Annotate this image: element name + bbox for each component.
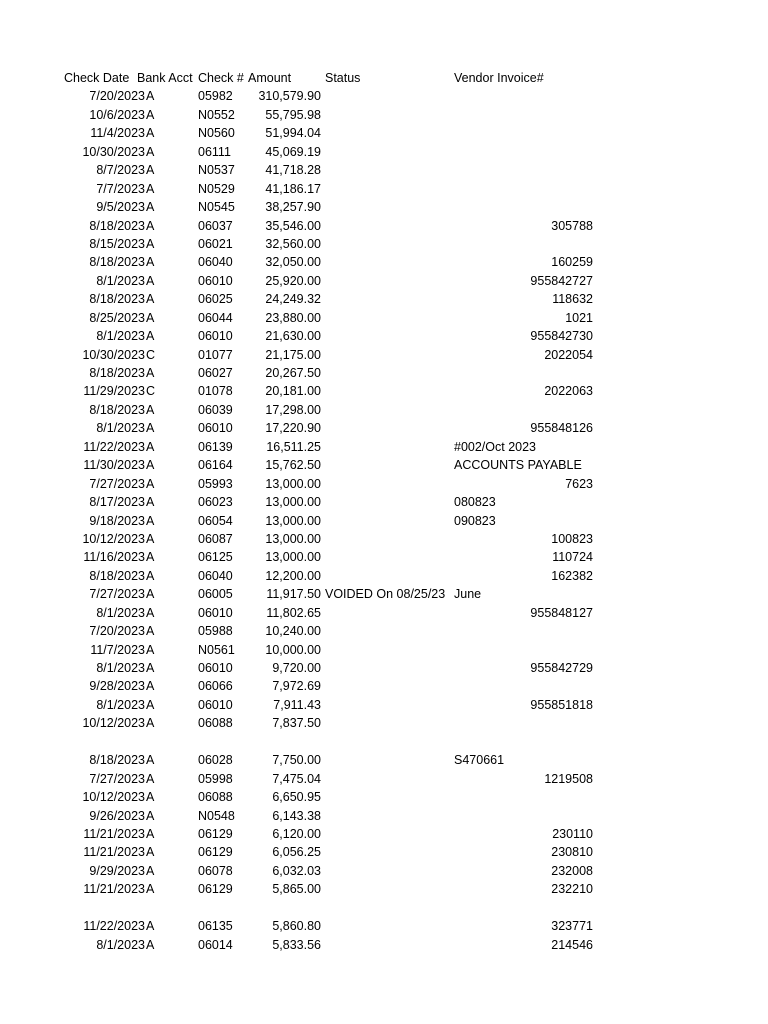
check-register-sheet — [0, 69, 768, 954]
check-date-cell: 11/16/2023 — [83, 550, 145, 565]
bank-acct-cell: A — [146, 919, 155, 934]
table-row — [0, 272, 768, 290]
amount-cell: 6,056.25 — [272, 845, 321, 860]
bank-acct-cell: A — [146, 661, 155, 675]
check-date-cell: 11/7/2023 — [90, 642, 145, 657]
table-row — [0, 438, 768, 456]
amount-cell: 16,511.25 — [266, 439, 321, 454]
amount-cell: 24,249.32 — [265, 292, 321, 307]
table-row — [0, 493, 768, 511]
table-body — [0, 87, 768, 954]
table-row — [0, 161, 768, 179]
bank-acct-cell: A — [146, 624, 155, 639]
amount-cell: 7,475.04 — [272, 771, 321, 786]
table-row — [0, 512, 768, 530]
table-row — [0, 751, 768, 769]
vendor-invoice-cell: 305788 — [551, 218, 593, 233]
check-date-cell: 11/4/2023 — [90, 126, 145, 141]
check-number-cell: 06010 — [198, 605, 233, 620]
check-date-cell: 10/12/2023 — [82, 790, 145, 805]
bank-acct-cell: A — [146, 587, 155, 602]
check-date-cell: 9/29/2023 — [89, 863, 145, 878]
bank-acct-cell: A — [146, 845, 155, 860]
table-row — [0, 659, 768, 677]
check-number-cell: 06039 — [198, 402, 233, 417]
bank-acct-cell: A — [146, 826, 155, 841]
bank-acct-cell: A — [146, 513, 155, 528]
table-row — [0, 622, 768, 640]
check-number-cell: 06129 — [198, 826, 233, 841]
check-number-cell: 06111 — [198, 144, 231, 159]
table-row — [0, 180, 768, 198]
amount-cell: 23,880.00 — [265, 310, 321, 325]
check-number-cell: N0560 — [198, 126, 235, 141]
table-row — [0, 382, 768, 400]
check-number-cell: 06040 — [198, 568, 233, 583]
check-number-cell: 06129 — [198, 882, 233, 897]
vendor-invoice-cell: 955842730 — [530, 329, 593, 344]
table-row — [0, 235, 768, 253]
check-number-cell: 06010 — [198, 329, 233, 344]
check-date-cell: 9/26/2023 — [89, 808, 145, 823]
check-number-cell: N0529 — [198, 181, 235, 196]
check-date-cell: 8/17/2023 — [89, 495, 145, 510]
check-number-cell: 05982 — [198, 89, 233, 104]
amount-cell: 310,579.90 — [258, 89, 321, 104]
amount-cell: 6,032.03 — [272, 863, 321, 878]
bank-acct-cell: C — [146, 384, 156, 399]
check-date-cell: 10/12/2023 — [82, 531, 145, 546]
table-row — [0, 124, 768, 142]
vendor-invoice-cell: 118632 — [552, 292, 593, 307]
amount-cell: 5,865.00 — [272, 882, 321, 897]
vendor-invoice-cell: 232008 — [551, 863, 593, 878]
check-number-cell: 06139 — [198, 439, 233, 454]
check-date-cell: 7/27/2023 — [89, 771, 145, 786]
bank-acct-cell: A — [146, 863, 155, 878]
bank-acct-cell: A — [146, 329, 155, 344]
blank-row — [0, 733, 768, 751]
bank-acct-cell: A — [146, 421, 155, 436]
vendor-invoice-cell: ACCOUNTS PAYABLE — [454, 458, 582, 473]
bank-acct-cell: A — [146, 550, 155, 565]
check-date-cell: 8/18/2023 — [89, 292, 145, 307]
check-date-cell: 11/21/2023 — [83, 826, 145, 841]
amount-cell: 35,546.00 — [265, 218, 321, 233]
table-row — [0, 843, 768, 861]
status-cell: VOIDED On 08/25/23 — [325, 587, 446, 602]
table-row — [0, 585, 768, 603]
amount-cell: 21,630.00 — [265, 329, 321, 344]
amount-cell: 41,186.17 — [265, 181, 321, 196]
check-date-cell: 11/29/2023 — [83, 384, 145, 399]
bank-acct-cell: A — [146, 808, 155, 823]
check-number-cell: N0545 — [198, 200, 235, 215]
amount-cell: 20,267.50 — [265, 366, 321, 380]
vendor-invoice-cell: S470661 — [454, 753, 505, 768]
check-number-cell: 06066 — [198, 679, 233, 694]
vendor-invoice-cell: 955848127 — [530, 605, 593, 620]
bank-acct-cell: A — [146, 882, 155, 897]
check-number-cell: 05988 — [198, 624, 233, 639]
bank-acct-cell: A — [146, 163, 155, 178]
amount-cell: 6,120.00 — [272, 826, 321, 841]
amount-cell: 5,860.80 — [272, 919, 321, 934]
bank-acct-cell: A — [146, 255, 155, 270]
check-number-cell: 06010 — [198, 697, 233, 712]
table-row — [0, 530, 768, 548]
check-date-cell: 7/27/2023 — [89, 587, 145, 602]
table-row — [0, 106, 768, 124]
vendor-invoice-cell: 955848126 — [530, 421, 593, 436]
table-row — [0, 862, 768, 880]
check-number-cell: 06027 — [198, 366, 233, 380]
check-date-cell: 8/1/2023 — [96, 661, 145, 675]
table-row — [0, 714, 768, 732]
check-number-cell: 06040 — [198, 255, 233, 270]
table-row — [0, 604, 768, 622]
vendor-invoice-cell: 090823 — [454, 513, 496, 528]
amount-cell: 20,181.00 — [265, 384, 321, 399]
bank-acct-cell: A — [146, 200, 155, 215]
check-date-cell: 11/21/2023 — [83, 845, 145, 860]
check-date-cell: 7/20/2023 — [89, 624, 145, 639]
table-row — [0, 346, 768, 364]
bank-acct-cell: C — [146, 347, 156, 362]
table-row — [0, 770, 768, 788]
header-check-number: Check # — [198, 71, 244, 85]
bank-acct-cell: A — [146, 292, 155, 307]
amount-cell: 7,972.69 — [272, 679, 321, 694]
vendor-invoice-cell: 2022063 — [544, 384, 593, 399]
bank-acct-cell: A — [146, 181, 155, 196]
check-date-cell: 8/18/2023 — [89, 255, 145, 270]
check-date-cell: 11/22/2023 — [83, 919, 145, 934]
check-date-cell: 10/6/2023 — [89, 107, 145, 122]
bank-acct-cell: A — [146, 716, 155, 731]
check-number-cell: 06005 — [198, 587, 233, 602]
check-number-cell: 06028 — [198, 753, 233, 768]
check-date-cell: 11/22/2023 — [83, 439, 145, 454]
amount-cell: 55,795.98 — [265, 107, 321, 122]
table-row — [0, 456, 768, 474]
check-date-cell: 8/1/2023 — [96, 273, 145, 288]
table-row — [0, 253, 768, 271]
check-number-cell: 06037 — [198, 218, 233, 233]
vendor-invoice-cell: 230110 — [552, 826, 593, 841]
check-date-cell: 8/18/2023 — [89, 753, 145, 768]
amount-cell: 51,994.04 — [265, 126, 321, 141]
check-number-cell: 06088 — [198, 716, 233, 731]
check-date-cell: 7/20/2023 — [89, 89, 145, 104]
check-date-cell: 7/27/2023 — [89, 476, 145, 491]
check-number-cell: N0552 — [198, 107, 235, 122]
check-number-cell: 06054 — [198, 513, 233, 528]
bank-acct-cell: A — [146, 697, 155, 712]
check-number-cell: 06014 — [198, 937, 233, 952]
header-vendor-invoice: Vendor Invoice# — [454, 71, 544, 85]
vendor-invoice-cell: 323771 — [551, 919, 593, 934]
vendor-invoice-cell: 214546 — [551, 937, 593, 952]
amount-cell: 13,000.00 — [265, 495, 321, 510]
amount-cell: 32,050.00 — [265, 255, 321, 270]
check-date-cell: 9/5/2023 — [96, 200, 145, 215]
vendor-invoice-cell: 230810 — [551, 845, 593, 860]
check-date-cell: 11/21/2023 — [83, 882, 145, 897]
vendor-invoice-cell: 110724 — [552, 550, 593, 565]
check-number-cell: N0561 — [198, 642, 235, 657]
check-date-cell: 8/18/2023 — [89, 218, 145, 233]
check-number-cell: 06010 — [198, 661, 233, 675]
bank-acct-cell: A — [146, 771, 155, 786]
table-row — [0, 143, 768, 161]
bank-acct-cell: A — [146, 495, 155, 510]
table-row — [0, 217, 768, 235]
check-number-cell: 06010 — [198, 421, 233, 436]
amount-cell: 6,143.38 — [272, 808, 321, 823]
check-number-cell: 06021 — [198, 236, 233, 251]
table-row — [0, 309, 768, 327]
table-row — [0, 567, 768, 585]
blank-row — [0, 899, 768, 917]
table-row — [0, 401, 768, 419]
table-row — [0, 677, 768, 695]
header-amount: Amount — [248, 71, 292, 85]
amount-cell: 9,720.00 — [272, 661, 321, 675]
amount-cell: 13,000.00 — [265, 531, 321, 546]
amount-cell: 17,220.90 — [265, 421, 321, 436]
check-number-cell: 06088 — [198, 790, 233, 805]
amount-cell: 7,911.43 — [273, 697, 321, 712]
bank-acct-cell: A — [146, 126, 155, 141]
vendor-invoice-cell: #002/Oct 2023 — [454, 439, 537, 454]
table-row — [0, 327, 768, 345]
amount-cell: 10,240.00 — [265, 624, 321, 639]
vendor-invoice-cell: 160259 — [551, 255, 593, 270]
check-date-cell: 8/1/2023 — [96, 605, 145, 620]
check-date-cell: 8/18/2023 — [89, 366, 145, 380]
check-date-cell: 8/1/2023 — [96, 421, 145, 436]
vendor-invoice-cell: 1219508 — [544, 771, 593, 786]
bank-acct-cell: A — [146, 937, 155, 952]
table-row — [0, 198, 768, 216]
table-row — [0, 419, 768, 437]
check-number-cell: 06135 — [198, 919, 233, 934]
vendor-invoice-cell: June — [454, 587, 482, 602]
check-number-cell: 05993 — [198, 476, 233, 491]
bank-acct-cell: A — [146, 476, 155, 491]
amount-cell: 10,000.00 — [265, 642, 321, 657]
vendor-invoice-cell: 080823 — [454, 495, 496, 510]
check-date-cell: 8/18/2023 — [89, 402, 145, 417]
bank-acct-cell: A — [146, 236, 155, 251]
bank-acct-cell: A — [146, 273, 155, 288]
check-number-cell: 06023 — [198, 495, 233, 510]
amount-cell: 7,750.00 — [272, 753, 321, 768]
bank-acct-cell: A — [146, 753, 155, 768]
bank-acct-cell: A — [146, 402, 155, 417]
amount-cell: 12,200.00 — [265, 568, 321, 583]
table-row — [0, 548, 768, 566]
vendor-invoice-cell: 2022054 — [544, 347, 593, 362]
table-row — [0, 880, 768, 898]
vendor-invoice-cell: 7623 — [565, 476, 593, 491]
amount-cell: 6,650.95 — [272, 790, 321, 805]
check-date-cell: 8/7/2023 — [96, 163, 145, 178]
bank-acct-cell: A — [146, 89, 155, 104]
bank-acct-cell: A — [146, 605, 155, 620]
check-date-cell: 8/1/2023 — [96, 697, 145, 712]
amount-cell: 13,000.00 — [265, 550, 321, 565]
check-number-cell: 06025 — [198, 292, 233, 307]
bank-acct-cell: A — [146, 439, 155, 454]
check-number-cell: 06164 — [198, 458, 233, 473]
vendor-invoice-cell: 955851818 — [530, 697, 593, 712]
check-date-cell: 8/15/2023 — [89, 236, 145, 251]
amount-cell: 5,833.56 — [272, 937, 321, 952]
table-row — [0, 641, 768, 659]
header-bank-acct: Bank Acct — [137, 71, 193, 85]
amount-cell: 11,917.50 — [266, 587, 321, 602]
check-number-cell: 01077 — [198, 347, 233, 362]
check-date-cell: 9/18/2023 — [89, 513, 145, 528]
amount-cell: 21,175.00 — [265, 347, 321, 362]
check-date-cell: 10/30/2023 — [82, 347, 145, 362]
table-row — [0, 475, 768, 493]
check-date-cell: 10/30/2023 — [82, 144, 145, 159]
vendor-invoice-cell: 232210 — [551, 882, 593, 897]
bank-acct-cell: A — [146, 531, 155, 546]
amount-cell: 17,298.00 — [265, 402, 321, 417]
check-date-cell: 10/12/2023 — [82, 716, 145, 731]
amount-cell: 32,560.00 — [265, 236, 321, 251]
amount-cell: 13,000.00 — [265, 476, 321, 491]
check-number-cell: 06087 — [198, 531, 233, 546]
table-row — [0, 825, 768, 843]
amount-cell: 7,837.50 — [272, 716, 321, 731]
table-row — [0, 917, 768, 935]
bank-acct-cell: A — [146, 790, 155, 805]
check-date-cell: 11/30/2023 — [83, 458, 145, 473]
amount-cell: 41,718.28 — [265, 163, 321, 178]
check-number-cell: 06010 — [198, 273, 233, 288]
check-date-cell: 8/18/2023 — [89, 568, 145, 583]
table-row — [0, 290, 768, 308]
check-date-cell: 8/1/2023 — [96, 329, 145, 344]
bank-acct-cell: A — [146, 310, 155, 325]
check-number-cell: N0537 — [198, 163, 235, 178]
vendor-invoice-cell: 162382 — [551, 568, 593, 583]
amount-cell: 15,762.50 — [265, 458, 321, 473]
check-date-cell: 9/28/2023 — [89, 679, 145, 694]
table-row — [0, 788, 768, 806]
check-number-cell: 06078 — [198, 863, 233, 878]
vendor-invoice-cell: 955842727 — [530, 273, 593, 288]
bank-acct-cell: A — [146, 679, 155, 694]
bank-acct-cell: A — [146, 568, 155, 583]
table-row — [0, 87, 768, 105]
table-row — [0, 807, 768, 825]
check-number-cell: N0548 — [198, 808, 235, 823]
amount-cell: 38,257.90 — [265, 200, 321, 215]
check-number-cell: 01078 — [198, 384, 233, 399]
table-row — [0, 936, 768, 954]
bank-acct-cell: A — [146, 366, 155, 380]
check-number-cell: 05998 — [198, 771, 233, 786]
bank-acct-cell: A — [146, 107, 155, 122]
check-date-cell: 8/25/2023 — [89, 310, 145, 325]
bank-acct-cell: A — [146, 642, 155, 657]
bank-acct-cell: A — [146, 218, 155, 233]
table-row — [0, 364, 768, 382]
table-row — [0, 696, 768, 714]
header-check-date: Check Date — [64, 71, 130, 85]
amount-cell: 11,802.65 — [266, 605, 321, 620]
amount-cell: 25,920.00 — [265, 273, 321, 288]
amount-cell: 45,069.19 — [265, 144, 321, 159]
vendor-invoice-cell: 955842729 — [530, 661, 593, 675]
check-date-cell: 7/7/2023 — [96, 181, 145, 196]
check-number-cell: 06129 — [198, 845, 233, 860]
bank-acct-cell: A — [146, 144, 155, 159]
vendor-invoice-cell: 100823 — [551, 531, 593, 546]
check-number-cell: 06125 — [198, 550, 233, 565]
header-row — [0, 69, 768, 87]
vendor-invoice-cell: 1021 — [565, 310, 593, 325]
bank-acct-cell: A — [146, 458, 155, 473]
header-status: Status — [325, 71, 361, 85]
check-number-cell: 06044 — [198, 310, 233, 325]
check-date-cell: 8/1/2023 — [96, 937, 145, 952]
amount-cell: 13,000.00 — [265, 513, 321, 528]
